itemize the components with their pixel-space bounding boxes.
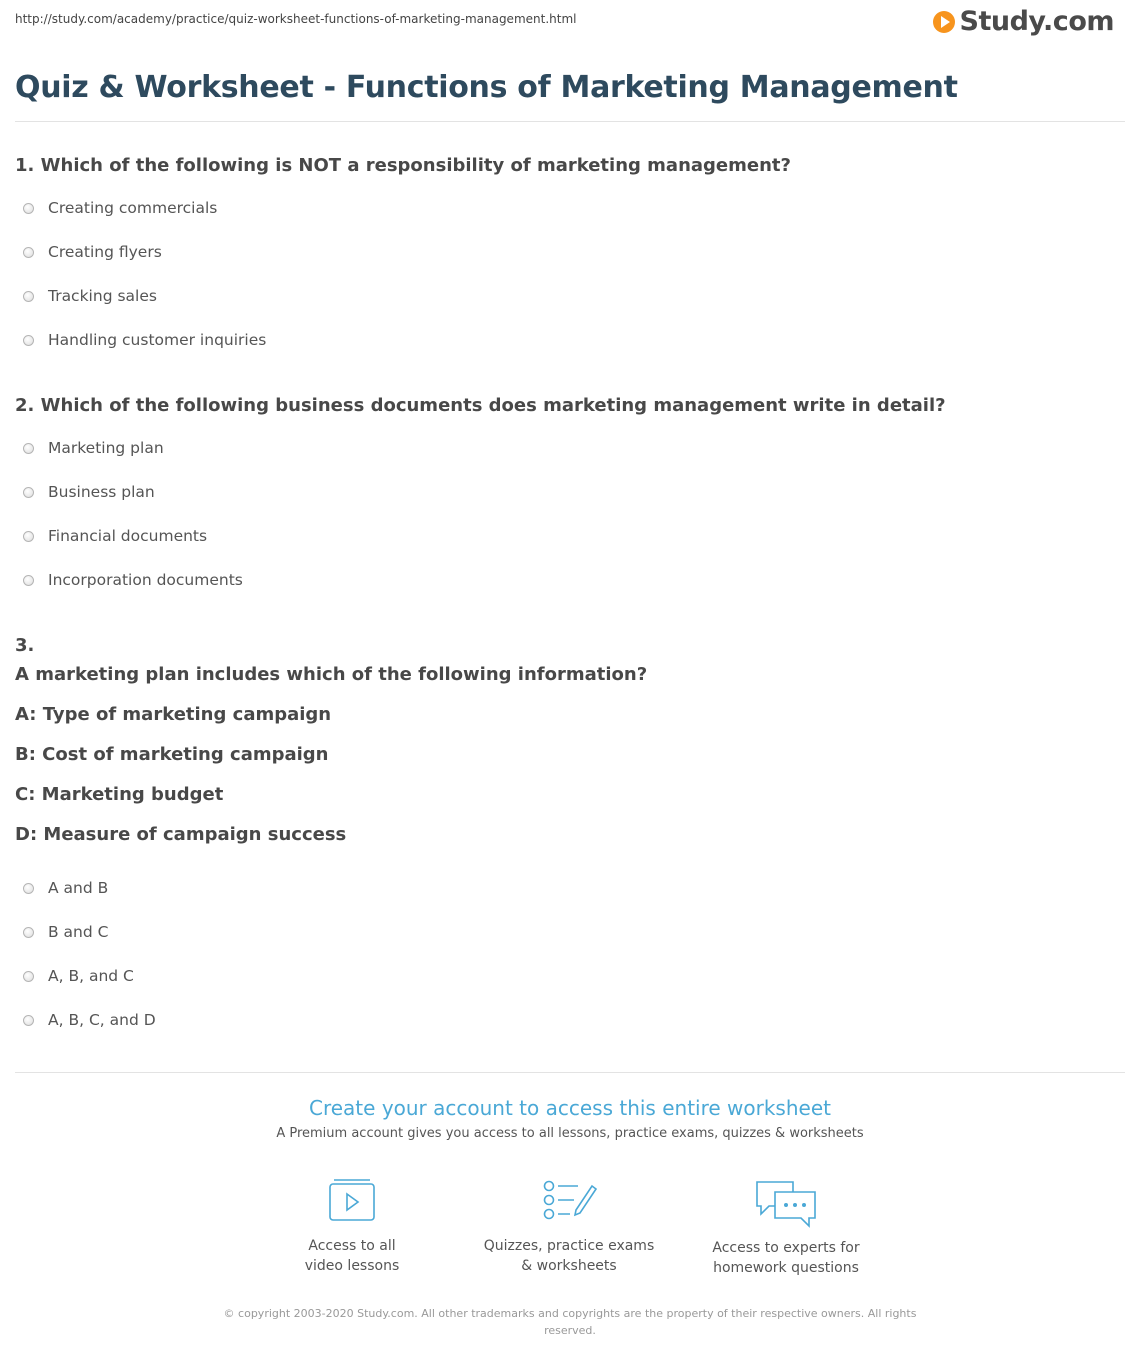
create-account-link[interactable]: Create your account to access this entire worksheet <box>309 1096 831 1120</box>
radio-icon[interactable] <box>23 971 34 982</box>
radio-icon[interactable] <box>23 575 34 586</box>
radio-icon[interactable] <box>23 247 34 258</box>
copyright-notice: © copyright 2003-2020 Study.com. All other trademarks and copyrights are the property of their respective owners. All rights reserved. <box>223 1307 917 1337</box>
question-3-line-a: A: Type of marketing campaign <box>15 704 332 725</box>
question-text: Which of the following business documents does marketing management write in detail? <box>40 395 946 416</box>
question-3-line-b: B: Cost of marketing campaign <box>15 744 329 765</box>
radio-icon[interactable] <box>23 487 34 498</box>
feature-experts <box>686 1176 886 1278</box>
q2-option-2[interactable] <box>23 483 155 501</box>
radio-icon[interactable] <box>23 883 34 894</box>
option-label: A and B <box>48 879 109 897</box>
question-number: 2. <box>15 395 35 416</box>
question-text: Which of the following is NOT a responsibility of marketing management? <box>40 155 791 176</box>
option-label: Marketing plan <box>48 439 164 457</box>
q2-option-1[interactable] <box>23 439 164 457</box>
cta-divider <box>15 1072 1125 1073</box>
study-logo[interactable] <box>933 6 1114 37</box>
q1-option-1[interactable] <box>23 199 217 217</box>
option-label: Handling customer inquiries <box>48 331 267 349</box>
radio-icon[interactable] <box>23 531 34 542</box>
option-label: Creating commercials <box>48 199 218 217</box>
chat-bubbles-icon <box>753 1176 819 1230</box>
radio-icon[interactable] <box>23 203 34 214</box>
option-label: Business plan <box>48 483 155 501</box>
play-icon <box>933 11 955 33</box>
q3-option-4[interactable] <box>23 1011 156 1029</box>
q2-option-4[interactable] <box>23 571 243 589</box>
feature-text: Access to all video lessons <box>304 1238 400 1274</box>
option-label: Creating flyers <box>48 243 162 261</box>
question-1 <box>15 155 791 176</box>
option-label: Tracking sales <box>48 287 157 305</box>
question-number: 1. <box>15 155 35 176</box>
question-3-number: 3. <box>15 635 35 656</box>
radio-icon[interactable] <box>23 443 34 454</box>
radio-icon[interactable] <box>23 291 34 302</box>
title-divider <box>15 121 1125 122</box>
question-3-text: A marketing plan includes which of the following information? <box>15 664 648 685</box>
feature-quizzes <box>469 1176 669 1276</box>
radio-icon[interactable] <box>23 335 34 346</box>
q1-option-4[interactable] <box>23 331 266 349</box>
page-title: Quiz & Worksheet - Functions of Marketing Management <box>15 70 958 105</box>
option-label: A, B, C, and D <box>48 1011 156 1029</box>
checklist-icon <box>540 1176 598 1228</box>
logo-text: Study.com <box>959 6 1114 37</box>
radio-icon[interactable] <box>23 927 34 938</box>
option-label: A, B, and C <box>48 967 134 985</box>
q3-option-3[interactable] <box>23 967 134 985</box>
feature-video-lessons <box>252 1176 452 1276</box>
q1-option-2[interactable] <box>23 243 162 261</box>
question-3-line-c: C: Marketing budget <box>15 784 224 805</box>
feature-text: Access to experts for homework questions <box>712 1240 860 1276</box>
q1-option-3[interactable] <box>23 287 157 305</box>
option-label: Financial documents <box>48 527 208 545</box>
option-label: Incorporation documents <box>48 571 243 589</box>
feature-text: Quizzes, practice exams & worksheets <box>483 1238 655 1274</box>
page-url: http://study.com/academy/practice/quiz-worksheet-functions-of-marketing-management.html <box>15 12 577 26</box>
q3-option-2[interactable] <box>23 923 108 941</box>
question-2 <box>15 395 946 416</box>
question-3-line-d: D: Measure of campaign success <box>15 824 347 845</box>
option-label: B and C <box>48 923 109 941</box>
radio-icon[interactable] <box>23 1015 34 1026</box>
video-lesson-icon <box>324 1176 380 1228</box>
q2-option-3[interactable] <box>23 527 207 545</box>
cta-subtitle: A Premium account gives you access to all lessons, practice exams, quizzes & worksheets <box>276 1126 864 1141</box>
q3-option-1[interactable] <box>23 879 108 897</box>
